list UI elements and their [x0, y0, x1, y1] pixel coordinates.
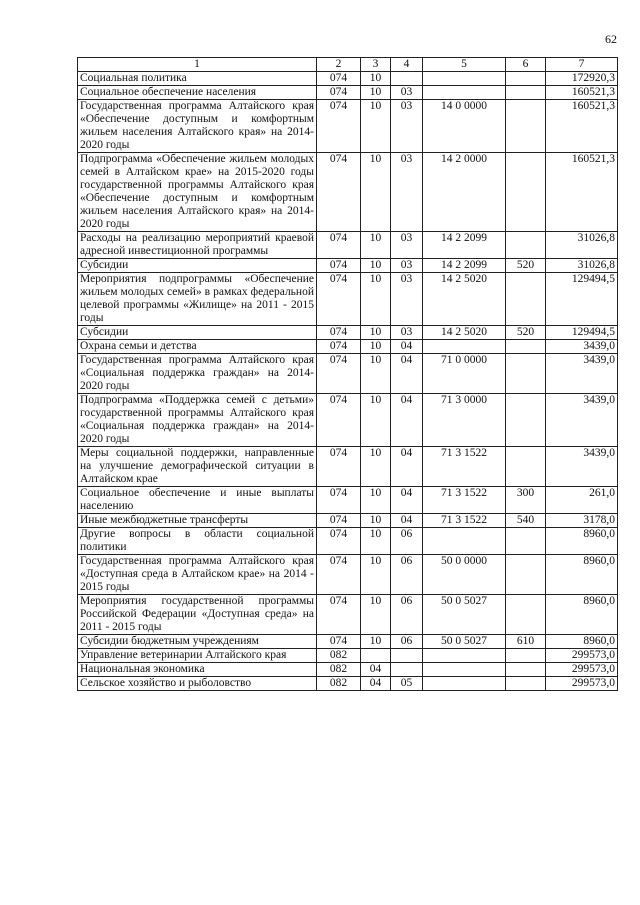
target-article-cell: 14 2 2099	[423, 232, 506, 259]
section-code-cell: 10	[361, 555, 391, 595]
subsection-code-cell: 03	[391, 326, 423, 340]
header-row	[78, 58, 618, 72]
row-name-cell: Государственная программа Алтайского края «Обеспечение доступным и комфортным жильем населения Алтайского края» на 2014-2020 годы	[78, 100, 317, 153]
row-name-cell: Меры социальной поддержки, направленные на улучшение демографической ситуации в Алтайском крае	[78, 447, 317, 487]
section-code-cell: 10	[361, 514, 391, 528]
section-code-cell: 10	[361, 153, 391, 232]
table-row	[78, 326, 618, 340]
amount-cell: 8960,0	[546, 528, 618, 555]
row-name-cell: Национальная экономика	[78, 663, 317, 677]
page-number: 62	[605, 32, 617, 46]
ministry-code-cell: 074	[317, 635, 361, 649]
section-code-cell: 10	[361, 259, 391, 273]
target-article-cell: 14 2 2099	[423, 259, 506, 273]
table-row	[78, 487, 618, 514]
column-header: 4	[391, 58, 423, 72]
subsection-code-cell: 04	[391, 447, 423, 487]
target-article-cell: 71 3 0000	[423, 394, 506, 447]
expense-type-cell	[506, 86, 546, 100]
section-code-cell: 10	[361, 635, 391, 649]
target-article-cell: 50 0 5027	[423, 595, 506, 635]
row-name-cell: Охрана семьи и детства	[78, 340, 317, 354]
ministry-code-cell: 074	[317, 100, 361, 153]
subsection-code-cell: 03	[391, 273, 423, 326]
row-name-cell: Подпрограмма «Обеспечение жильем молодых семей в Алтайском крае» на 2015-2020 годы государственной программы Алтайского края «Обеспечение доступным и комфортным жильем населения Алтайского края» на 2014-2020 годы	[78, 153, 317, 232]
amount-cell: 31026,8	[546, 259, 618, 273]
table-row	[78, 273, 618, 326]
expense-type-cell	[506, 394, 546, 447]
amount-cell: 31026,8	[546, 232, 618, 259]
section-code-cell: 10	[361, 354, 391, 394]
ministry-code-cell: 074	[317, 528, 361, 555]
amount-cell: 299573,0	[546, 663, 618, 677]
ministry-code-cell: 074	[317, 394, 361, 447]
section-code-cell: 10	[361, 72, 391, 86]
column-header: 1	[78, 58, 317, 72]
amount-cell: 160521,3	[546, 86, 618, 100]
expense-type-cell	[506, 72, 546, 86]
column-header: 5	[423, 58, 506, 72]
table-row	[78, 86, 618, 100]
expense-type-cell	[506, 153, 546, 232]
table-row	[78, 100, 618, 153]
expense-type-cell	[506, 273, 546, 326]
target-article-cell: 14 2 5020	[423, 273, 506, 326]
section-code-cell: 10	[361, 326, 391, 340]
expense-type-cell	[506, 595, 546, 635]
ministry-code-cell: 074	[317, 232, 361, 259]
subsection-code-cell	[391, 649, 423, 663]
table-row	[78, 595, 618, 635]
expense-type-cell: 540	[506, 514, 546, 528]
amount-cell: 3178,0	[546, 514, 618, 528]
amount-cell: 261,0	[546, 487, 618, 514]
section-code-cell: 04	[361, 677, 391, 691]
section-code-cell	[361, 649, 391, 663]
expense-type-cell: 610	[506, 635, 546, 649]
row-name-cell: Иные межбюджетные трансферты	[78, 514, 317, 528]
target-article-cell: 14 0 0000	[423, 100, 506, 153]
subsection-code-cell: 04	[391, 514, 423, 528]
subsection-code-cell: 06	[391, 555, 423, 595]
expense-type-cell	[506, 677, 546, 691]
subsection-code-cell: 06	[391, 595, 423, 635]
ministry-code-cell: 074	[317, 447, 361, 487]
target-article-cell: 14 2 0000	[423, 153, 506, 232]
table-body	[78, 72, 618, 691]
row-name-cell: Социальное обеспечение и иные выплаты населению	[78, 487, 317, 514]
table-row	[78, 72, 618, 86]
section-code-cell: 10	[361, 447, 391, 487]
ministry-code-cell: 082	[317, 649, 361, 663]
table-row	[78, 649, 618, 663]
row-name-cell: Управление ветеринарии Алтайского края	[78, 649, 317, 663]
subsection-code-cell: 03	[391, 86, 423, 100]
row-name-cell: Другие вопросы в области социальной политики	[78, 528, 317, 555]
target-article-cell	[423, 340, 506, 354]
section-code-cell: 10	[361, 528, 391, 555]
ministry-code-cell: 082	[317, 677, 361, 691]
section-code-cell: 10	[361, 273, 391, 326]
target-article-cell: 71 3 1522	[423, 487, 506, 514]
subsection-code-cell	[391, 72, 423, 86]
ministry-code-cell: 074	[317, 72, 361, 86]
section-code-cell: 10	[361, 100, 391, 153]
subsection-code-cell: 03	[391, 259, 423, 273]
section-code-cell: 10	[361, 340, 391, 354]
expense-type-cell: 520	[506, 326, 546, 340]
table-row	[78, 394, 618, 447]
row-name-cell: Социальная политика	[78, 72, 317, 86]
section-code-cell: 10	[361, 394, 391, 447]
table-row	[78, 153, 618, 232]
table-row	[78, 232, 618, 259]
subsection-code-cell: 03	[391, 153, 423, 232]
target-article-cell	[423, 72, 506, 86]
row-name-cell: Расходы на реализацию мероприятий краевой адресной инвестиционной программы	[78, 232, 317, 259]
ministry-code-cell: 074	[317, 514, 361, 528]
target-article-cell	[423, 86, 506, 100]
expense-type-cell	[506, 232, 546, 259]
section-code-cell: 10	[361, 487, 391, 514]
target-article-cell: 71 3 1522	[423, 447, 506, 487]
ministry-code-cell: 074	[317, 259, 361, 273]
table-row	[78, 259, 618, 273]
amount-cell: 129494,5	[546, 273, 618, 326]
target-article-cell	[423, 663, 506, 677]
column-header: 6	[506, 58, 546, 72]
row-name-cell: Социальное обеспечение населения	[78, 86, 317, 100]
expense-type-cell	[506, 528, 546, 555]
target-article-cell	[423, 649, 506, 663]
ministry-code-cell: 082	[317, 663, 361, 677]
ministry-code-cell: 074	[317, 326, 361, 340]
ministry-code-cell: 074	[317, 354, 361, 394]
amount-cell: 3439,0	[546, 340, 618, 354]
ministry-code-cell: 074	[317, 153, 361, 232]
target-article-cell: 71 0 0000	[423, 354, 506, 394]
target-article-cell: 50 0 0000	[423, 555, 506, 595]
amount-cell: 3439,0	[546, 447, 618, 487]
section-code-cell: 10	[361, 595, 391, 635]
amount-cell: 8960,0	[546, 635, 618, 649]
budget-table	[77, 57, 618, 691]
table-row	[78, 340, 618, 354]
row-name-cell: Государственная программа Алтайского края «Социальная поддержка граждан» на 2014-2020 годы	[78, 354, 317, 394]
amount-cell: 172920,3	[546, 72, 618, 86]
expense-type-cell	[506, 340, 546, 354]
subsection-code-cell: 04	[391, 394, 423, 447]
table-row	[78, 663, 618, 677]
row-name-cell: Подпрограмма «Поддержка семей с детьми» государственной программы Алтайского края «Социальная поддержка граждан» на 2014-2020 годы	[78, 394, 317, 447]
table-row	[78, 555, 618, 595]
expense-type-cell	[506, 649, 546, 663]
amount-cell: 3439,0	[546, 394, 618, 447]
row-name-cell: Субсидии бюджетным учреждениям	[78, 635, 317, 649]
column-header: 3	[361, 58, 391, 72]
amount-cell: 299573,0	[546, 649, 618, 663]
target-article-cell: 50 0 5027	[423, 635, 506, 649]
table-row	[78, 514, 618, 528]
ministry-code-cell: 074	[317, 555, 361, 595]
row-name-cell: Субсидии	[78, 326, 317, 340]
expense-type-cell	[506, 447, 546, 487]
table-row	[78, 677, 618, 691]
amount-cell: 3439,0	[546, 354, 618, 394]
amount-cell: 299573,0	[546, 677, 618, 691]
table-row	[78, 528, 618, 555]
row-name-cell: Субсидии	[78, 259, 317, 273]
target-article-cell: 71 3 1522	[423, 514, 506, 528]
subsection-code-cell: 06	[391, 635, 423, 649]
subsection-code-cell: 03	[391, 232, 423, 259]
subsection-code-cell: 04	[391, 354, 423, 394]
ministry-code-cell: 074	[317, 340, 361, 354]
expense-type-cell	[506, 663, 546, 677]
section-code-cell: 04	[361, 663, 391, 677]
row-name-cell: Мероприятия подпрограммы «Обеспечение жильем молодых семей» в рамках федеральной целевой программы «Жилище» на 2011 - 2015 годы	[78, 273, 317, 326]
row-name-cell: Мероприятия государственной программы Российской Федерации «Доступная среда» на 2011 - 2015 годы	[78, 595, 317, 635]
amount-cell: 129494,5	[546, 326, 618, 340]
amount-cell: 8960,0	[546, 555, 618, 595]
expense-type-cell: 520	[506, 259, 546, 273]
subsection-code-cell: 04	[391, 340, 423, 354]
table-row	[78, 635, 618, 649]
ministry-code-cell: 074	[317, 273, 361, 326]
expense-type-cell: 300	[506, 487, 546, 514]
column-header: 7	[546, 58, 618, 72]
section-code-cell: 10	[361, 232, 391, 259]
ministry-code-cell: 074	[317, 595, 361, 635]
table-row	[78, 354, 618, 394]
ministry-code-cell: 074	[317, 487, 361, 514]
column-header: 2	[317, 58, 361, 72]
subsection-code-cell: 05	[391, 677, 423, 691]
expense-type-cell	[506, 100, 546, 153]
expense-type-cell	[506, 555, 546, 595]
ministry-code-cell: 074	[317, 86, 361, 100]
subsection-code-cell: 06	[391, 528, 423, 555]
expense-type-cell	[506, 354, 546, 394]
target-article-cell: 14 2 5020	[423, 326, 506, 340]
target-article-cell	[423, 528, 506, 555]
subsection-code-cell: 04	[391, 487, 423, 514]
subsection-code-cell	[391, 663, 423, 677]
target-article-cell	[423, 677, 506, 691]
amount-cell: 160521,3	[546, 100, 618, 153]
table-row	[78, 447, 618, 487]
amount-cell: 8960,0	[546, 595, 618, 635]
section-code-cell: 10	[361, 86, 391, 100]
row-name-cell: Сельское хозяйство и рыболовство	[78, 677, 317, 691]
amount-cell: 160521,3	[546, 153, 618, 232]
subsection-code-cell: 03	[391, 100, 423, 153]
row-name-cell: Государственная программа Алтайского края «Доступная среда в Алтайском крае» на 2014 - 2015 годы	[78, 555, 317, 595]
